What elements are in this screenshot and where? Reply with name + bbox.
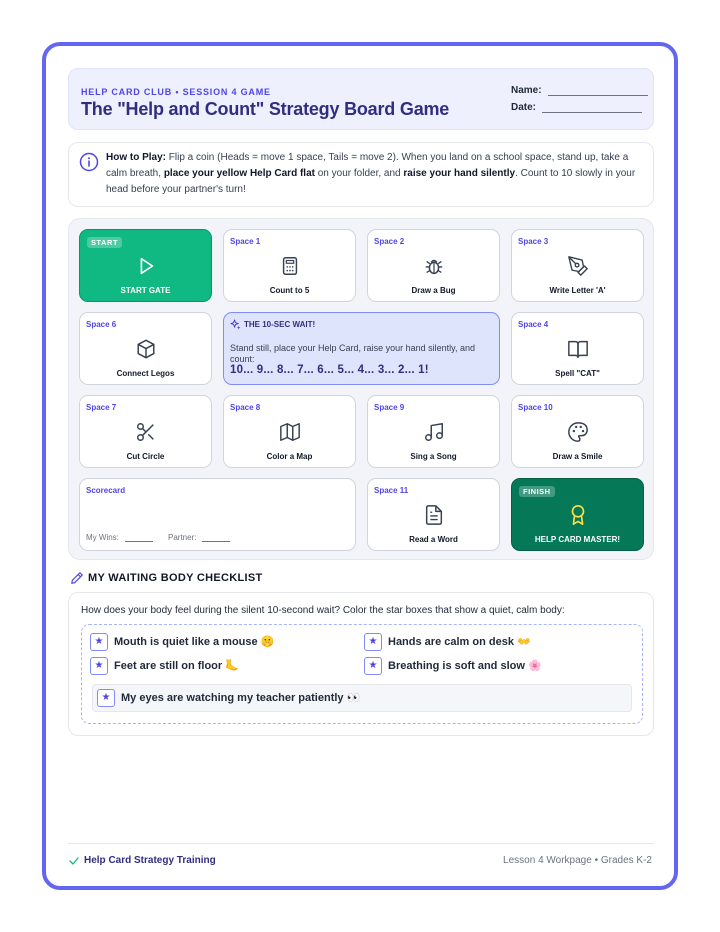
how-to-lead: How to Play: xyxy=(106,152,167,163)
space-2-tag: Space 2 xyxy=(374,237,405,246)
space-10-tag: Space 10 xyxy=(518,403,553,412)
space-4-tag: Space 4 xyxy=(518,320,549,329)
header-kicker: HELP CARD CLUB • SESSION 4 GAME xyxy=(81,87,271,97)
book-icon xyxy=(567,338,589,360)
award-icon xyxy=(567,504,589,526)
name-field[interactable] xyxy=(511,85,648,96)
space-6-tag: Space 6 xyxy=(86,320,117,329)
date-field[interactable] xyxy=(511,102,642,113)
start-tag: START xyxy=(87,237,122,248)
scorecard-tag: Scorecard xyxy=(86,486,126,495)
space-11-tag: Space 11 xyxy=(374,486,409,495)
partner-label: Partner: xyxy=(168,533,197,542)
page-title: The "Help and Count" Strategy Board Game xyxy=(81,99,450,119)
space-8-label: Color a Map xyxy=(266,452,313,461)
game-board xyxy=(68,218,654,560)
wait-cell[interactable] xyxy=(223,312,500,385)
checklist-item-label: Breathing is soft and slow 🌸 xyxy=(388,660,542,672)
how-to-part2: on your folder, and xyxy=(314,168,404,179)
space-9-label: Sing a Song xyxy=(410,452,457,461)
wait-text: Stand still, place your Help Card, raise your hand silently, and count: xyxy=(230,343,475,364)
bug-icon xyxy=(423,255,445,277)
pencil-icon xyxy=(70,571,84,585)
checklist-item-label: Mouth is quiet like a mouse 🤫 xyxy=(114,636,275,648)
space-6-cell[interactable] xyxy=(79,312,212,385)
space-2-label: Draw a Bug xyxy=(411,286,456,295)
wait-title: THE 10-SEC WAIT! xyxy=(244,320,316,329)
pen-icon xyxy=(567,255,589,277)
name-line xyxy=(548,87,648,96)
footer-left-text: Help Card Strategy Training xyxy=(84,855,216,866)
finish-tag: FINISH xyxy=(519,486,555,497)
my-wins-field[interactable] xyxy=(86,533,153,542)
space-10-cell[interactable] xyxy=(511,395,644,468)
date-label: Date: xyxy=(511,102,537,113)
document-icon xyxy=(423,504,445,526)
how-to-bold1: place your yellow Help Card flat xyxy=(163,168,315,179)
footer-divider xyxy=(68,843,654,844)
how-to-play-text xyxy=(106,150,646,198)
checklist-question: How does your body feel during the silent 10-second wait? Color the star boxes that show a quiet, calm body: xyxy=(81,605,565,616)
header-panel xyxy=(68,68,654,130)
space-11-label: Read a Word xyxy=(409,535,458,544)
star-icon[interactable]: ★ xyxy=(97,689,115,707)
space-8-tag: Space 8 xyxy=(230,403,261,412)
play-icon xyxy=(135,255,157,277)
space-7-tag: Space 7 xyxy=(86,403,117,412)
finish-label: HELP CARD MASTER! xyxy=(534,535,621,544)
space-3-label: Write Letter 'A' xyxy=(549,286,606,295)
space-11-cell[interactable] xyxy=(367,478,500,551)
star-icon[interactable]: ★ xyxy=(364,633,382,651)
calculator-icon xyxy=(279,255,301,277)
wait-countdown: 10... 9... 8... 7... 6... 5... 4... 3... 2... 1! xyxy=(230,364,429,376)
space-2-cell[interactable] xyxy=(367,229,500,302)
checklist-item-label: My eyes are watching my teacher patiently 👀 xyxy=(121,692,361,704)
space-9-cell[interactable] xyxy=(367,395,500,468)
star-icon[interactable]: ★ xyxy=(364,657,382,675)
space-3-tag: Space 3 xyxy=(518,237,549,246)
space-3-cell[interactable] xyxy=(511,229,644,302)
info-icon xyxy=(79,152,99,172)
start-label: START GATE xyxy=(120,286,171,295)
footer-right-text: Lesson 4 Workpage • Grades K-2 xyxy=(503,855,652,866)
name-label: Name: xyxy=(511,85,542,96)
check-icon xyxy=(68,855,80,867)
how-to-part1: Flip a coin (Heads = move 1 space, Tails = move 2). When you land on a school space, stand up, take a calm breath, xyxy=(106,152,629,179)
space-10-label: Draw a Smile xyxy=(552,452,603,461)
space-9-tag: Space 9 xyxy=(374,403,405,412)
star-icon[interactable]: ★ xyxy=(90,633,108,651)
space-1-label: Count to 5 xyxy=(269,286,310,295)
map-icon xyxy=(279,421,301,443)
checklist-dashed-area xyxy=(81,624,643,724)
music-icon xyxy=(423,421,445,443)
space-1-cell[interactable] xyxy=(223,229,356,302)
how-to-part3: . Count to 10 slowly in your head before your partner's turn! xyxy=(106,168,636,195)
date-line xyxy=(542,104,642,113)
space-7-cell[interactable] xyxy=(79,395,212,468)
space-4-cell[interactable] xyxy=(511,312,644,385)
palette-icon xyxy=(567,421,589,443)
how-to-bold2: raise your hand silently xyxy=(403,168,516,179)
scissors-icon xyxy=(135,421,157,443)
my-wins-label: My Wins: xyxy=(86,533,119,542)
partner-line xyxy=(202,534,230,542)
partner-field[interactable] xyxy=(168,533,230,542)
scorecard-cell xyxy=(79,478,356,551)
checklist-panel xyxy=(68,592,654,736)
space-7-label: Cut Circle xyxy=(126,452,165,461)
how-to-play-panel xyxy=(68,142,654,207)
sparkle-icon xyxy=(230,319,241,330)
space-8-cell[interactable] xyxy=(223,395,356,468)
checklist-title: MY WAITING BODY CHECKLIST xyxy=(88,572,263,584)
worksheet-page xyxy=(42,42,678,890)
space-1-tag: Space 1 xyxy=(230,237,261,246)
checklist-item-label: Hands are calm on desk 👐 xyxy=(388,636,531,648)
star-icon[interactable]: ★ xyxy=(90,657,108,675)
start-cell[interactable] xyxy=(79,229,212,302)
space-6-label: Connect Legos xyxy=(116,369,175,378)
box-icon xyxy=(135,338,157,360)
finish-cell[interactable] xyxy=(511,478,644,551)
space-4-label: Spell "CAT" xyxy=(555,369,600,378)
my-wins-line xyxy=(125,534,153,542)
checklist-item-eyes-row xyxy=(92,684,632,712)
checklist-item-label: Feet are still on floor 🦶 xyxy=(114,660,239,672)
